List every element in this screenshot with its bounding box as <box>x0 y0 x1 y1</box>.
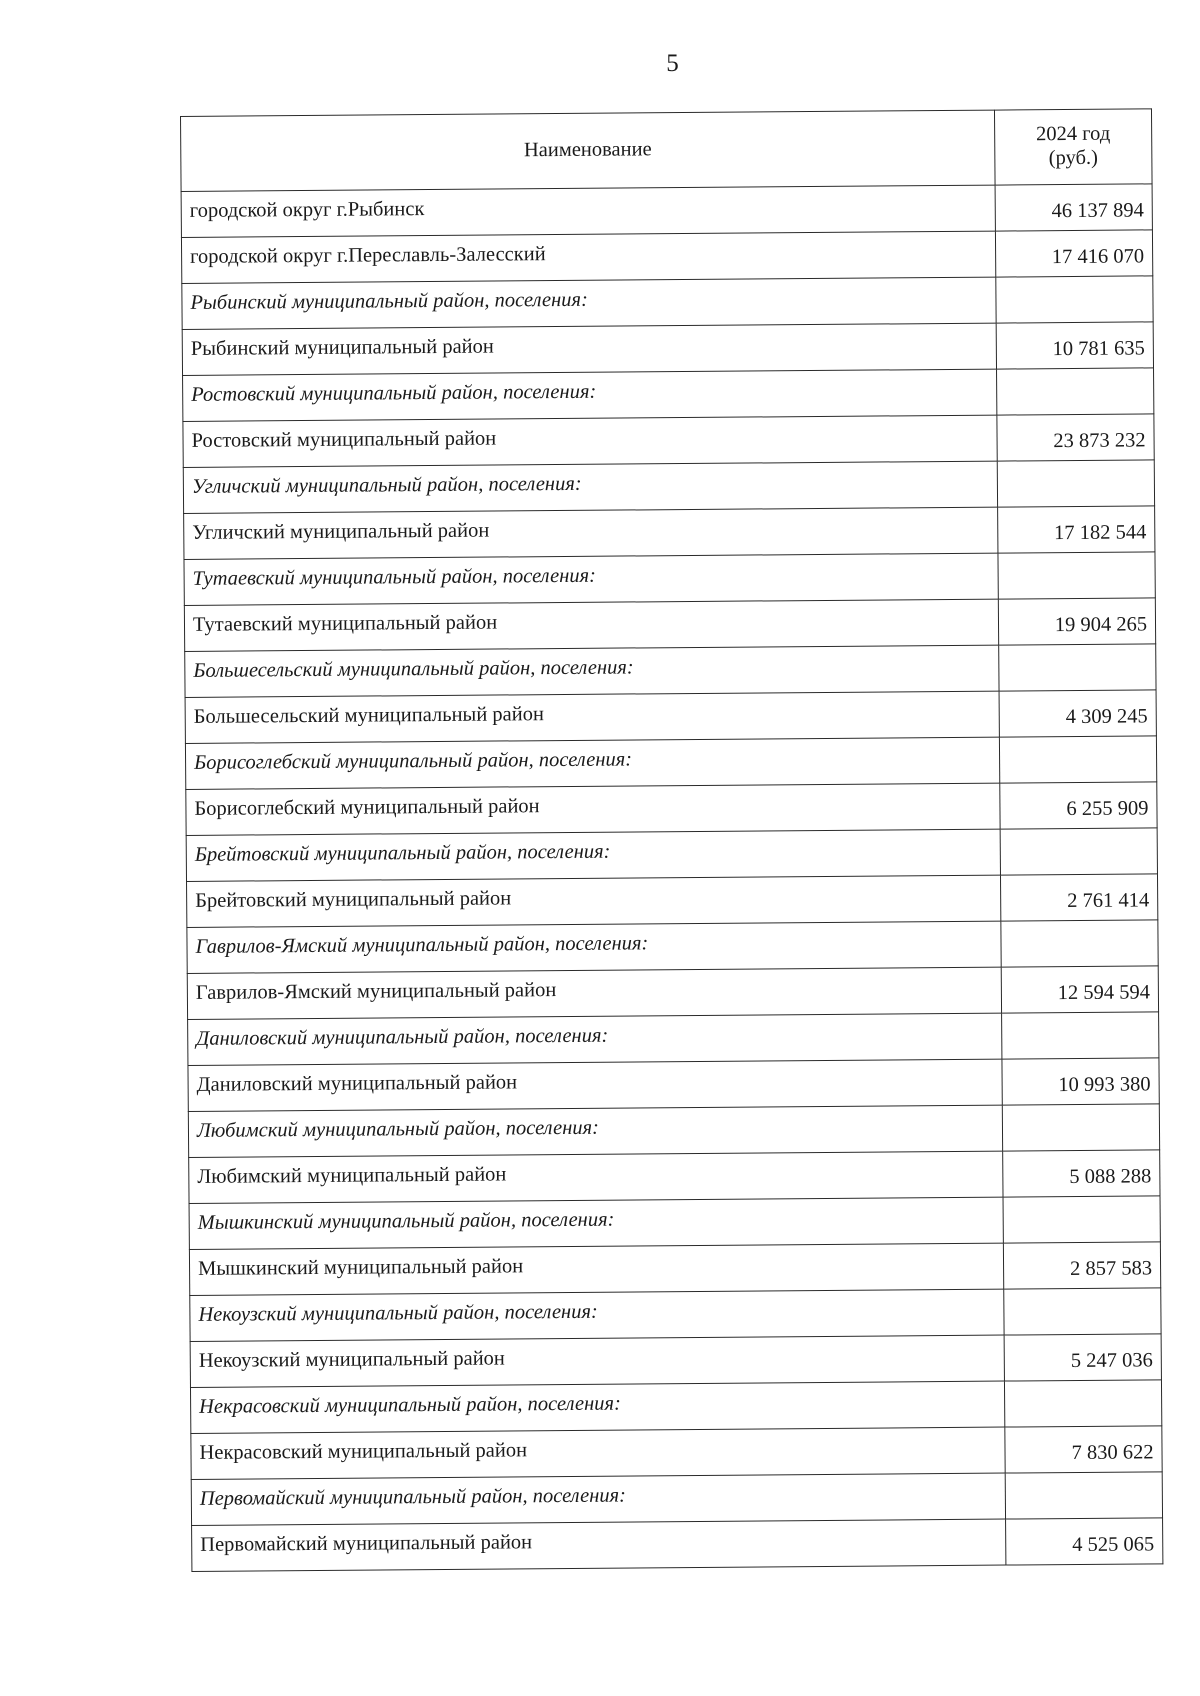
table-row <box>189 1150 1160 1204</box>
row-value <box>1005 1472 1162 1519</box>
table-group-row <box>185 736 1156 790</box>
table-row <box>188 1058 1159 1112</box>
row-name: Даниловский муниципальный район <box>188 1059 1002 1111</box>
row-value: 4 309 245 <box>999 690 1156 737</box>
row-name: Рыбинский муниципальный район, поселения: <box>182 277 996 329</box>
row-value <box>1002 1104 1159 1151</box>
row-value: 23 873 232 <box>997 414 1154 461</box>
row-name: Тутаевский муниципальный район, поселения: <box>184 553 998 605</box>
table-row <box>185 690 1156 744</box>
page-number: 5 <box>666 50 679 77</box>
row-value: 5 247 036 <box>1004 1334 1161 1381</box>
row-name: Брейтовский муниципальный район, поселения: <box>186 829 1000 881</box>
table-row <box>191 1426 1162 1480</box>
table-group-row <box>184 552 1155 606</box>
row-name: Рыбинский муниципальный район <box>182 323 996 375</box>
budget-table <box>180 108 1163 1572</box>
row-name: Ростовский муниципальный район <box>183 415 997 467</box>
row-name: городской округ г.Переславль-Залесский <box>181 231 995 283</box>
row-name: Некоузский муниципальный район <box>190 1335 1004 1387</box>
row-name: Борисоглебский муниципальный район <box>186 783 1000 835</box>
row-value: 6 255 909 <box>1000 782 1157 829</box>
table-group-row <box>190 1288 1161 1342</box>
row-name: Некрасовский муниципальный район <box>191 1427 1005 1479</box>
row-value: 19 904 265 <box>998 598 1155 645</box>
row-value <box>996 276 1153 323</box>
table-group-row <box>190 1380 1161 1434</box>
row-value <box>999 736 1156 783</box>
table-row <box>186 782 1157 836</box>
row-value: 17 182 544 <box>998 506 1155 553</box>
table-group-row <box>187 920 1158 974</box>
row-name: Ростовский муниципальный район, поселения: <box>183 369 997 421</box>
row-name: Первомайский муниципальный район, поселения: <box>191 1473 1005 1525</box>
table-row <box>192 1518 1163 1572</box>
table-row <box>187 874 1158 928</box>
table-row <box>183 414 1154 468</box>
row-name: Мышкинский муниципальный район <box>189 1243 1003 1295</box>
row-value: 17 416 070 <box>995 230 1152 277</box>
row-name: Гаврилов-Ямский муниципальный район, поселения: <box>187 921 1001 973</box>
row-value: 7 830 622 <box>1005 1426 1162 1473</box>
table-row <box>181 184 1152 238</box>
table-body <box>181 184 1163 1572</box>
table-group-row <box>183 368 1154 422</box>
row-value: 12 594 594 <box>1001 966 1158 1013</box>
table-row <box>190 1334 1161 1388</box>
table-row <box>189 1242 1160 1296</box>
header-year-label: 2024 год <box>1036 123 1111 146</box>
row-value <box>998 552 1155 599</box>
row-name: Даниловский муниципальный район, поселения: <box>188 1013 1002 1065</box>
row-name: Большесельский муниципальный район <box>185 691 999 743</box>
row-name: Тутаевский муниципальный район <box>184 599 998 651</box>
row-value <box>1004 1380 1161 1427</box>
row-value <box>1004 1288 1161 1335</box>
row-name: Гаврилов-Ямский муниципальный район <box>187 967 1001 1019</box>
row-value <box>1002 1012 1159 1059</box>
table-group-row <box>191 1472 1162 1526</box>
table-group-row <box>182 276 1153 330</box>
table-group-row <box>183 460 1154 514</box>
table-row <box>182 322 1153 376</box>
table-row <box>187 966 1158 1020</box>
table-row <box>184 506 1155 560</box>
row-name: городской округ г.Рыбинск <box>181 185 995 237</box>
row-value: 46 137 894 <box>995 184 1152 231</box>
row-value: 2 857 583 <box>1003 1242 1160 1289</box>
row-value <box>1001 920 1158 967</box>
table-group-row <box>186 828 1157 882</box>
row-value <box>1000 828 1157 875</box>
row-name: Брейтовский муниципальный район <box>187 875 1001 927</box>
header-name: Наименование <box>181 110 996 191</box>
row-value <box>997 368 1154 415</box>
table-header-row <box>181 109 1153 192</box>
row-name: Мышкинский муниципальный район, поселения: <box>189 1197 1003 1249</box>
table-group-row <box>188 1012 1159 1066</box>
row-name: Некрасовский муниципальный район, поселения: <box>190 1381 1004 1433</box>
row-value: 5 088 288 <box>1003 1150 1160 1197</box>
row-name: Большесельский муниципальный район, поселения: <box>185 645 999 697</box>
row-value: 2 761 414 <box>1000 874 1157 921</box>
table-row <box>181 230 1152 284</box>
row-value: 10 781 635 <box>996 322 1153 369</box>
table-group-row <box>188 1104 1159 1158</box>
row-name: Любимский муниципальный район, поселения: <box>188 1105 1002 1157</box>
table-row <box>184 598 1155 652</box>
row-name: Первомайский муниципальный район <box>192 1519 1006 1571</box>
row-name: Угличский муниципальный район, поселения: <box>183 461 997 513</box>
table-group-row <box>185 644 1156 698</box>
table-group-row <box>189 1196 1160 1250</box>
row-name: Любимский муниципальный район <box>189 1151 1003 1203</box>
row-value: 10 993 380 <box>1002 1058 1159 1105</box>
row-name: Некоузский муниципальный район, поселения: <box>190 1289 1004 1341</box>
row-value: 4 525 065 <box>1006 1518 1163 1565</box>
row-value <box>999 644 1156 691</box>
row-value <box>1003 1196 1160 1243</box>
header-year <box>994 109 1152 185</box>
row-name: Угличский муниципальный район <box>184 507 998 559</box>
row-value <box>997 460 1154 507</box>
row-name: Борисоглебский муниципальный район, поселения: <box>185 737 999 789</box>
header-unit-label: (руб.) <box>1048 146 1099 170</box>
